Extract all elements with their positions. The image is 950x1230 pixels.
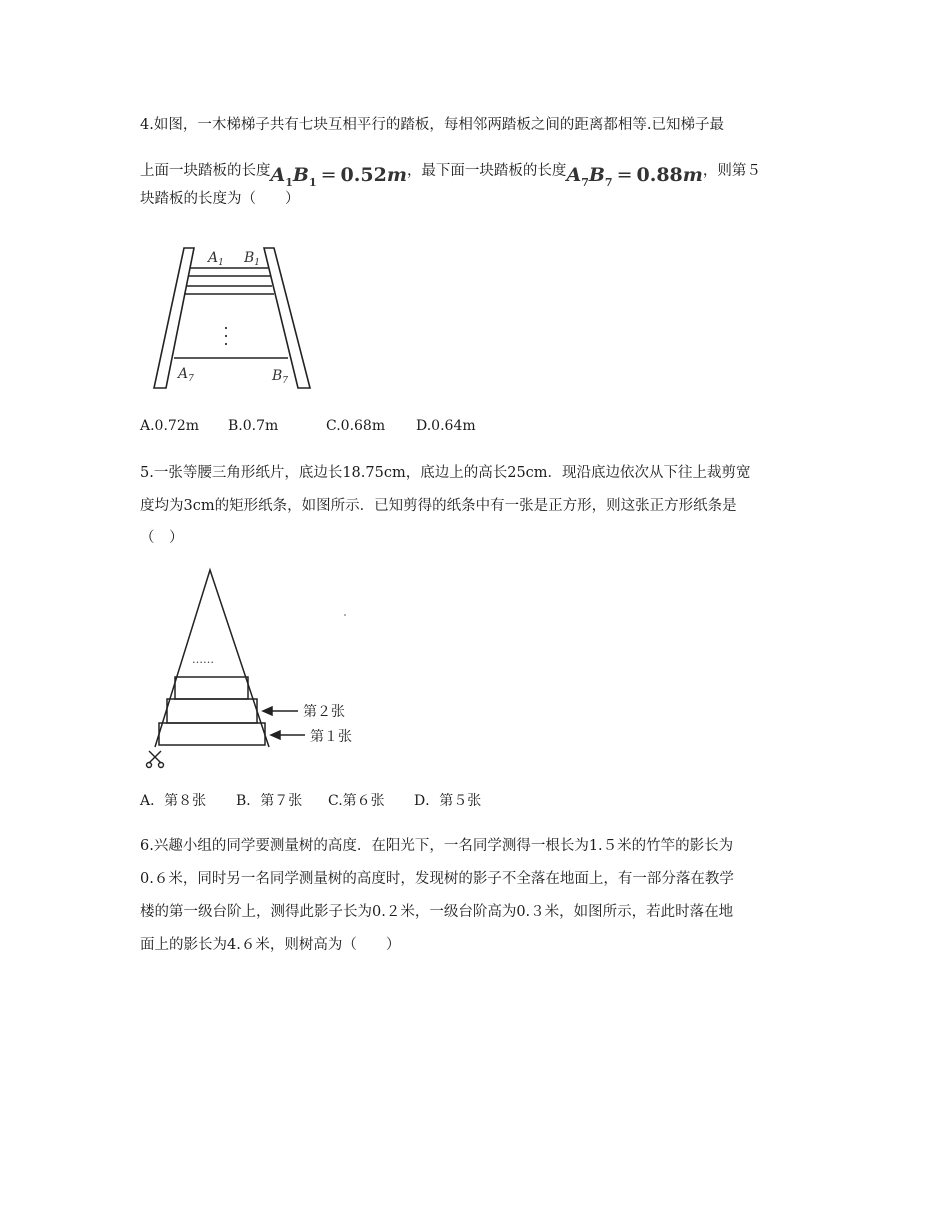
math2-b: B xyxy=(588,164,605,186)
speck xyxy=(344,614,346,616)
q5-option-d[interactable]: D．第５张 xyxy=(414,793,482,809)
math1-unit: m xyxy=(386,164,407,186)
q4-line-2-mid: ，最下面一块踏板的长度 xyxy=(406,163,567,179)
q6-line-2: 0.６米，同时另一名同学测量树的高度时，发现树的影子不全落在地面上，有一部分落在教学 xyxy=(140,871,734,887)
q6-line-4: 面上的影长为4.６米，则树高为（ ） xyxy=(140,937,401,953)
q6-line-3: 楼的第一级台阶上，测得此影子长为0.２米，一级台阶高为0.３米，如图所示，若此时落在地 xyxy=(140,904,734,920)
q6-line-1: 6.兴趣小组的同学要测量树的高度．在阳光下，一名同学测得一根长为1.５米的竹竿的影长为 xyxy=(140,838,734,854)
strip-3 xyxy=(175,677,248,699)
math2-bsub: 7 xyxy=(604,175,613,189)
math2-unit: m xyxy=(682,164,703,186)
q4-options xyxy=(140,418,476,434)
arrows xyxy=(263,707,305,739)
math1-asub: 1 xyxy=(285,175,293,189)
q4-line-3: 块踏板的长度为（ ） xyxy=(140,191,300,207)
ladder-right-rail xyxy=(264,248,310,388)
ladder-diagram xyxy=(148,240,318,395)
q5-line-2: 度均为3cm的矩形纸条，如图所示．已知剪得的纸条中有一张是正方形，则这张正方形纸条是 xyxy=(140,498,737,514)
question-4 xyxy=(140,112,820,212)
label-strip-2: 第２张 xyxy=(303,704,345,720)
q5-line-3: （ ） xyxy=(140,530,184,546)
q4-formula-bottom-board xyxy=(566,162,702,196)
triangle-dots: …… xyxy=(192,653,214,666)
q5-option-c[interactable]: C.第６张 xyxy=(328,793,385,809)
label-b1: $B_1$ xyxy=(244,250,261,268)
question-6 xyxy=(140,833,820,958)
math2-val: 0.88 xyxy=(636,164,683,186)
triangle-figure xyxy=(145,565,370,770)
label-b7: $B_7$ xyxy=(272,368,289,386)
strip-1 xyxy=(159,723,265,745)
q5-line-1: 5.一张等腰三角形纸片，底边长18.75cm，底边上的高长25cm．现沿底边依次从下往上裁剪宽 xyxy=(140,465,751,481)
math1-a: A xyxy=(270,164,286,186)
ladder-dots xyxy=(225,327,227,345)
math1-eq: = xyxy=(320,164,337,186)
q4-line-1: 4.如图，一木梯梯子共有七块互相平行的踏板，每相邻两踏板之间的距离都相等.已知梯子最 xyxy=(140,117,724,133)
q4-line-2-post: ，则第５ xyxy=(702,163,761,179)
q4-option-d[interactable]: D.0.64m xyxy=(416,418,476,434)
q4-option-c[interactable]: C.0.68m xyxy=(326,418,386,434)
ladder-figure xyxy=(148,240,318,395)
q5-option-a[interactable]: A．第８张 xyxy=(140,793,207,809)
math2-a: A xyxy=(566,164,582,186)
math1-bsub: 1 xyxy=(308,175,317,189)
triangle-diagram xyxy=(145,565,370,770)
q5-options xyxy=(140,790,481,810)
scissors-icon xyxy=(147,751,164,768)
q4-option-b[interactable]: B.0.7m xyxy=(228,418,279,434)
q4-line-2 xyxy=(140,158,820,189)
math1-val: 0.52 xyxy=(340,164,387,186)
q5-option-b[interactable]: B．第７张 xyxy=(236,793,303,809)
math2-asub: 7 xyxy=(581,175,589,189)
label-a7: $A_7$ xyxy=(178,366,194,384)
label-strip-1: 第１张 xyxy=(310,729,352,745)
label-a1: $A_1$ xyxy=(208,250,224,268)
q4-line-2-pre: 上面一块踏板的长度 xyxy=(140,163,271,179)
q4-option-a[interactable]: A.0.72m xyxy=(140,418,200,434)
question-5 xyxy=(140,460,820,551)
math1-b: B xyxy=(292,164,309,186)
math2-eq: = xyxy=(616,164,633,186)
strip-2 xyxy=(167,699,257,723)
